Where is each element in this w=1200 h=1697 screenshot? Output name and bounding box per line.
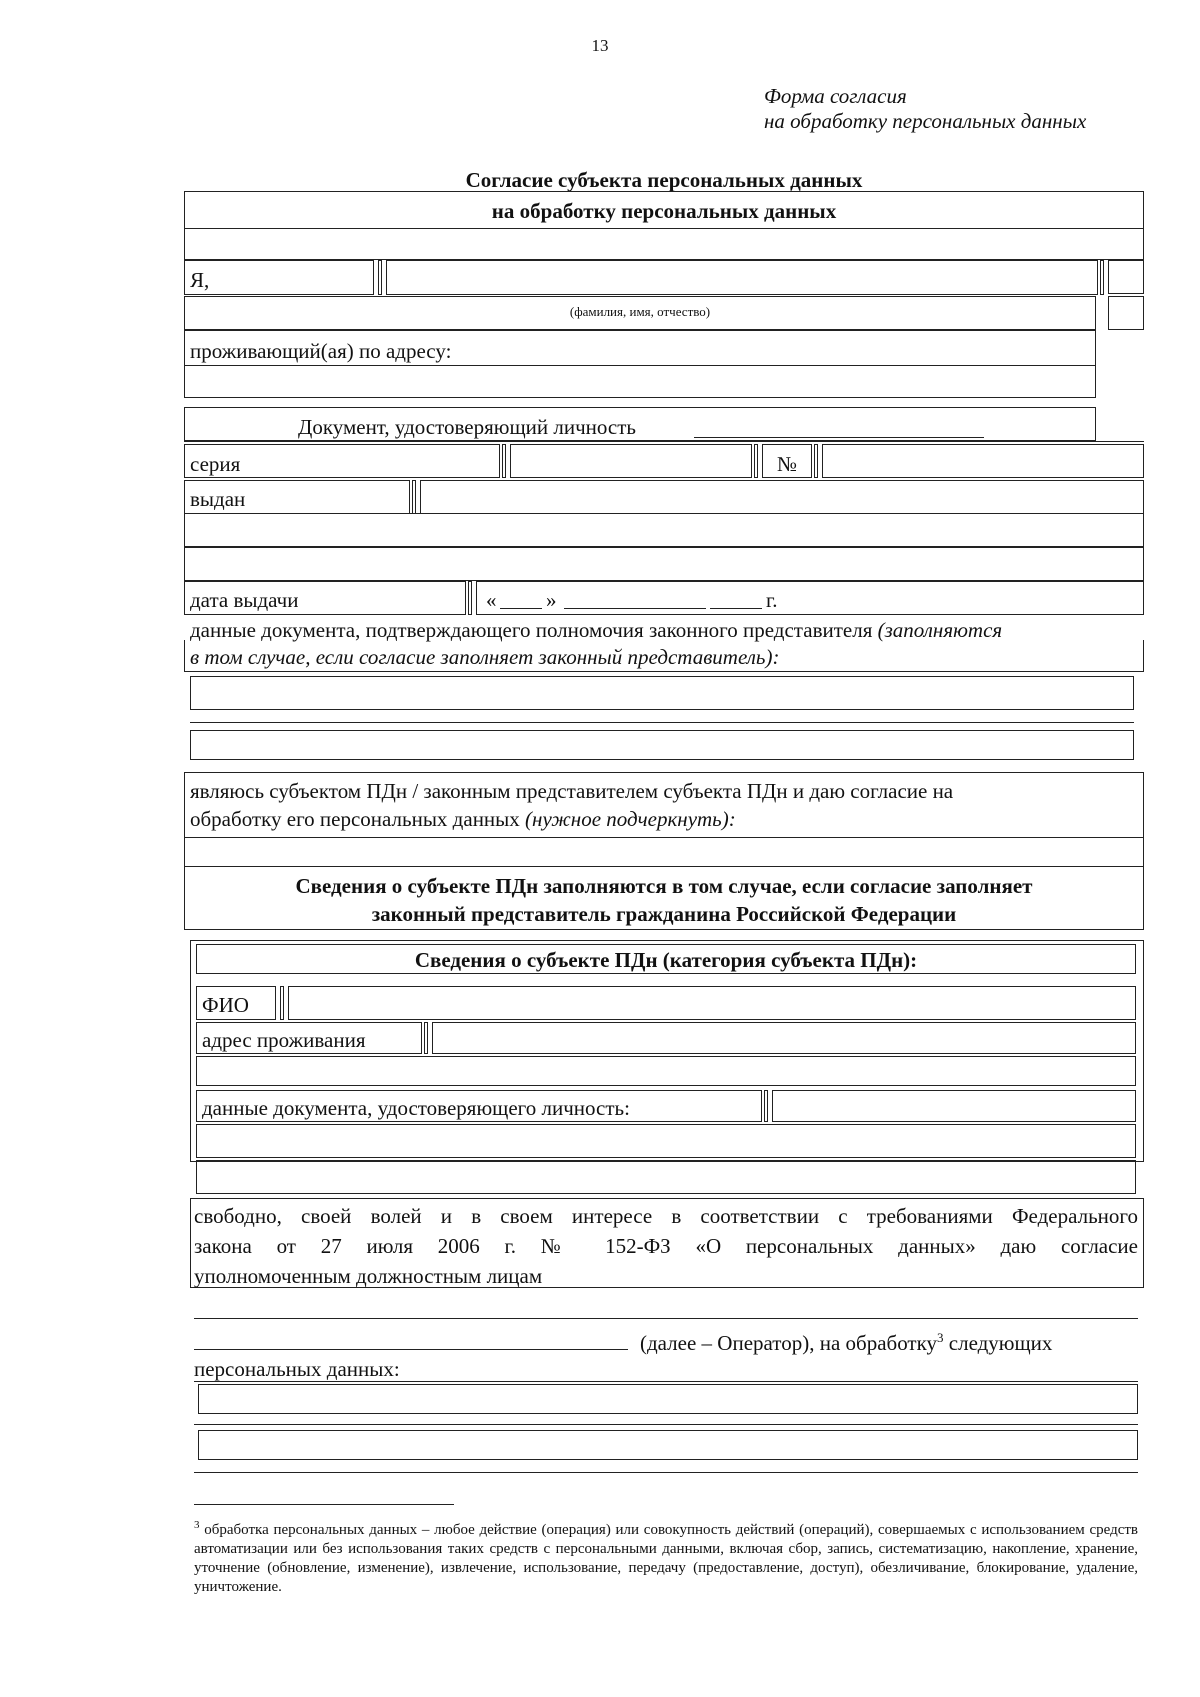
issued-field[interactable]	[420, 480, 1144, 514]
footnote-separator	[194, 1504, 454, 1505]
status-line2: обработку его персональных данных (нужное подчеркнуть):	[190, 807, 736, 831]
series-field[interactable]	[510, 444, 752, 478]
consent-line2: закона от 27 июля 2006 г. № 152-ФЗ «О персональных данных» даю согласие	[194, 1234, 1138, 1258]
doc-label: Документ, удостоверяющий личность	[298, 415, 636, 439]
subject-info-heading-line1: Сведения о субъекте ПДн заполняются в том случае, если согласие заполняет	[295, 874, 1033, 898]
issue-date-divider	[468, 581, 472, 615]
subject-info-heading-line2: законный представитель гражданина Российской Федерации	[371, 902, 957, 926]
title-line2: на обработку персональных данных	[491, 199, 837, 223]
blank-row	[184, 228, 1144, 260]
subject-doc-field-line3[interactable]	[196, 1160, 1136, 1194]
date-open-quote: «	[486, 588, 497, 612]
number-field[interactable]	[822, 444, 1144, 478]
ya-divider	[378, 260, 382, 295]
series-label: серия	[190, 452, 241, 476]
subject-doc-field-line2[interactable]	[196, 1124, 1136, 1158]
footnote-ref: 3	[937, 1330, 944, 1345]
series-divider	[502, 444, 506, 478]
issued-divider	[412, 480, 416, 514]
subject-address-label: адрес проживания	[202, 1028, 366, 1052]
subject-address-field[interactable]	[432, 1022, 1136, 1054]
doc-divider	[184, 441, 1144, 442]
issued-field-line2[interactable]	[184, 513, 1144, 547]
date-month-line[interactable]	[564, 608, 706, 609]
operator-field-line2[interactable]	[194, 1349, 628, 1350]
pd-label-underline	[194, 1381, 1138, 1382]
side-cell-1	[1108, 260, 1144, 294]
rep-doc-field-line3[interactable]	[190, 730, 1134, 760]
number-divider-right	[814, 444, 818, 478]
issue-date-field[interactable]	[476, 581, 1144, 615]
date-close-quote: »	[546, 588, 557, 612]
fio-divider	[1100, 260, 1104, 295]
doc-type-underline[interactable]	[694, 437, 984, 438]
status-line1: являюсь субъектом ПДн / законным представителем субъекта ПДн и даю согласие на	[190, 779, 954, 803]
operator-field-line1[interactable]	[194, 1318, 1138, 1319]
subject-address-divider	[424, 1022, 428, 1054]
pd-field-line2[interactable]	[198, 1430, 1138, 1460]
pd-label: персональных данных:	[194, 1357, 400, 1381]
rep-doc-field-line1[interactable]	[190, 676, 1134, 710]
subject-category-heading: Сведения о субъекте ПДн (категория субъекта ПДн):	[414, 948, 918, 972]
date-day-line[interactable]	[500, 608, 542, 609]
subject-doc-field[interactable]	[772, 1090, 1136, 1122]
issued-field-line3[interactable]	[184, 547, 1144, 581]
subject-fio-label: ФИО	[202, 993, 249, 1017]
pd-field-bottom	[194, 1472, 1138, 1473]
operator-text: (далее – Оператор), на обработку$^3$ следующих	[640, 1330, 1053, 1355]
side-cell-2	[1108, 296, 1144, 330]
consent-line3: уполномоченным должностным лицам	[194, 1264, 543, 1288]
footnote: $^3$ обработка персональных данных – любое действие (операция) или совокупность действий (операций), совершаемых с использованием средств автоматизации или без использования таких средств с персональными данными, включая сбор, запись, систематизацию, накопление, хранение, уточнение (обновление, изменение), извлечение, использование, передачу (предоставление, доступ), обезличивание, блокирование, удаление, уничтожение.	[194, 1519, 1139, 1595]
subject-doc-label: данные документа, удостоверяющего личность:	[202, 1096, 630, 1120]
address-label: проживающий(ая) по адресу:	[190, 339, 452, 363]
rep-doc-field-line2[interactable]	[190, 722, 1134, 723]
number-sign: №	[776, 452, 798, 476]
form-label-line2: на обработку персональных данных	[764, 109, 1087, 133]
form-label-line1: Форма согласия	[764, 84, 907, 108]
subject-fio-divider	[280, 986, 284, 1020]
number-divider-left	[754, 444, 758, 478]
issued-label: выдан	[190, 487, 246, 511]
title-line1: Согласие субъекта персональных данных	[465, 168, 863, 192]
subject-fio-field[interactable]	[288, 986, 1136, 1020]
consent-line1: свободно, своей волей и в своем интересе в соответствии с требованиями Федерального	[194, 1204, 1138, 1228]
rep-doc-text: данные документа, подтверждающего полномочия законного представителя (заполняются	[190, 618, 1003, 642]
page-number: 13	[591, 36, 609, 55]
pd-field-divider	[194, 1424, 1138, 1425]
status-choice-row[interactable]	[184, 837, 1144, 867]
issue-date-label: дата выдачи	[190, 588, 299, 612]
ya-label-cell	[184, 260, 374, 295]
subject-address-field-line2[interactable]	[196, 1056, 1136, 1086]
date-year-line[interactable]	[710, 608, 762, 609]
pd-field-line1[interactable]	[198, 1384, 1138, 1414]
date-year-suffix: г.	[766, 588, 778, 612]
ya-label: Я,	[190, 268, 210, 292]
fio-caption: (фамилия, имя, отчество)	[569, 304, 711, 319]
fio-field[interactable]	[386, 260, 1098, 295]
rep-doc-note: в том случае, если согласие заполняет законный представитель):	[190, 645, 780, 669]
subject-doc-divider	[764, 1090, 768, 1122]
address-field[interactable]	[184, 365, 1096, 398]
